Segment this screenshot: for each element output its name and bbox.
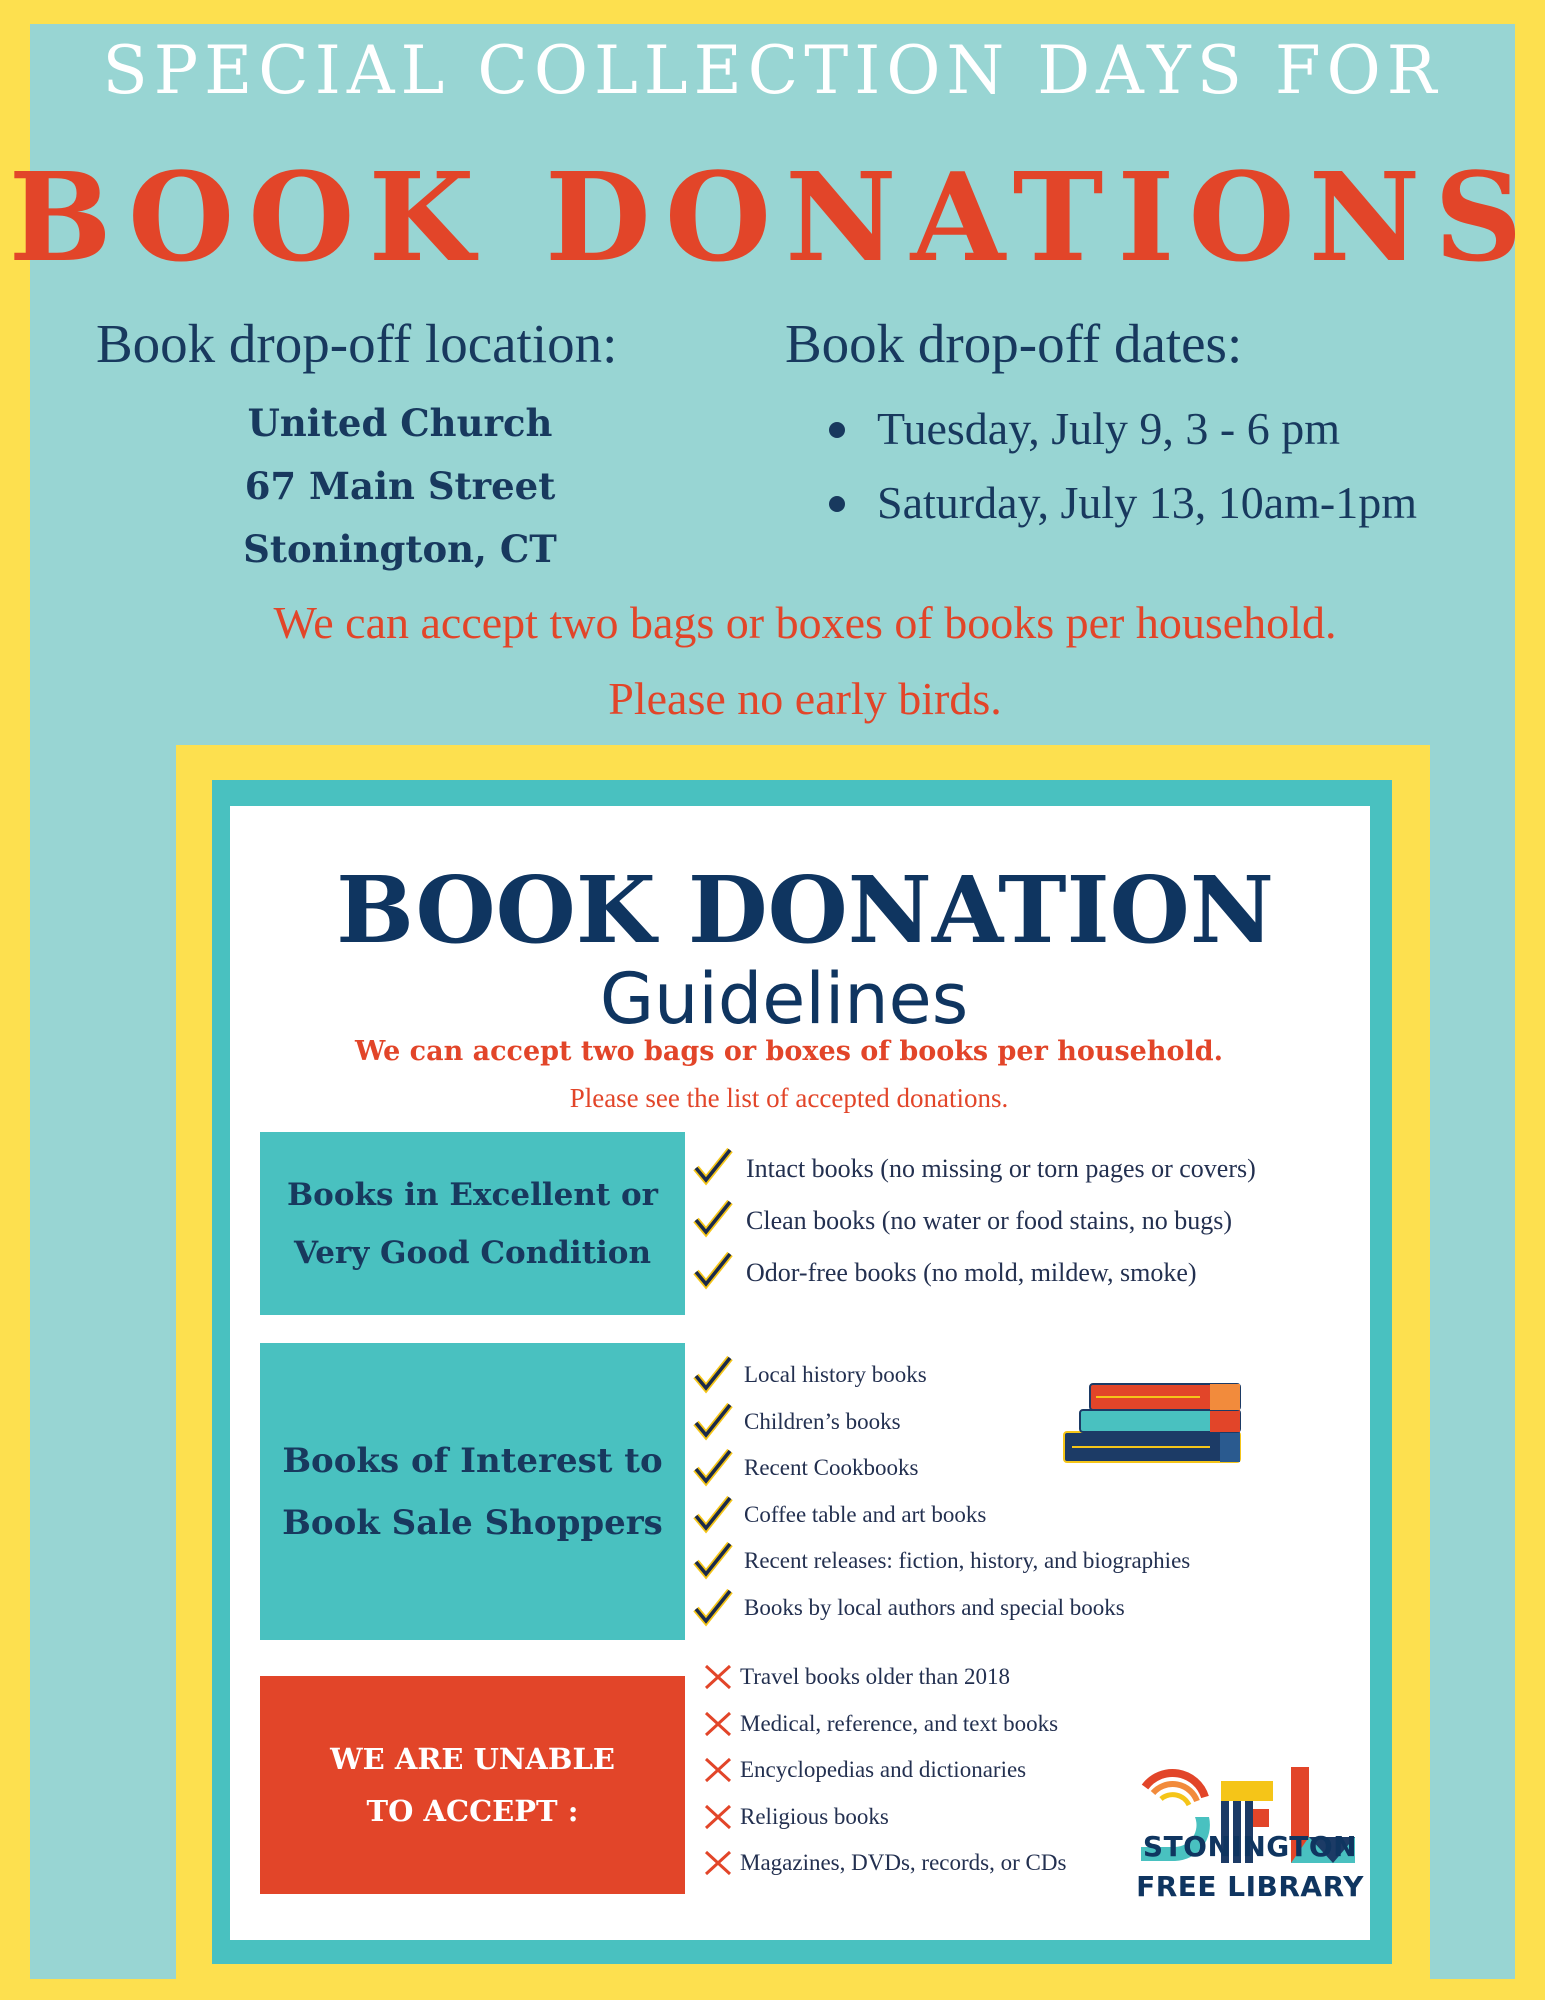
dates-list xyxy=(825,400,1417,548)
list-item-text: Coffee table and art books xyxy=(744,1501,987,1527)
dates-heading: Book drop-off dates: xyxy=(785,313,1243,374)
x-mark-icon xyxy=(702,1662,734,1692)
list-item xyxy=(702,1848,1066,1895)
list-item-text: Magazines, DVDs, records, or CDs xyxy=(740,1850,1067,1876)
date-item xyxy=(825,474,1417,548)
category-label: TO ACCEPT : xyxy=(366,1794,579,1828)
stonington-library-logo xyxy=(1135,1697,1365,1947)
list-item xyxy=(692,1256,1256,1308)
list-item-text: Children’s books xyxy=(744,1408,901,1434)
checkmark-icon xyxy=(692,1540,734,1580)
guidelines-subtitle: Guidelines xyxy=(599,958,969,1040)
x-mark-icon xyxy=(702,1802,734,1832)
date-item xyxy=(825,400,1417,474)
condition-list xyxy=(692,1152,1256,1308)
logo-line-1: STONINGTON xyxy=(1142,1830,1358,1863)
list-item xyxy=(702,1662,1066,1709)
list-item-text: Travel books older than 2018 xyxy=(740,1664,1011,1689)
early-birds-note: Please no early birds. xyxy=(608,673,1002,724)
guidelines-list-note: Please see the list of accepted donations. xyxy=(569,1083,1009,1113)
category-label: Very Good Condition xyxy=(293,1234,651,1271)
header-title: BOOK DONATIONS xyxy=(8,145,1537,289)
book-stack-icon xyxy=(1060,1370,1250,1470)
rejected-list xyxy=(702,1662,1066,1895)
list-item-text: Encyclopedias and dictionaries xyxy=(740,1757,1027,1783)
guidelines-title: BOOK DONATION xyxy=(336,856,1274,964)
category-excellent-condition xyxy=(260,1132,685,1315)
list-item-text: Religious books xyxy=(740,1803,889,1829)
list-item-text: Odor-free books (no mold, mildew, smoke) xyxy=(746,1258,1197,1287)
location-address xyxy=(240,400,560,589)
checkmark-icon xyxy=(692,1354,734,1394)
list-item xyxy=(702,1755,1066,1802)
list-item-text: Clean books (no water or food stains, no bugs) xyxy=(746,1206,1232,1235)
logo-line-2: FREE LIBRARY xyxy=(1136,1870,1364,1903)
address-line: Stonington, CT xyxy=(243,527,557,571)
x-mark-icon xyxy=(702,1755,734,1785)
list-item xyxy=(702,1802,1066,1849)
date-text: Saturday, July 13, 10am-1pm xyxy=(877,477,1418,528)
guidelines-limit-note: We can accept two bags or boxes of books per household. xyxy=(354,1036,1224,1067)
list-item xyxy=(692,1152,1256,1204)
list-item-text: Books by local authors and special books xyxy=(744,1594,1125,1620)
checkmark-icon xyxy=(692,1250,734,1290)
checkmark-icon xyxy=(692,1401,734,1441)
checkmark-icon xyxy=(692,1146,734,1186)
bullet-icon xyxy=(829,496,845,512)
list-item-text: Local history books xyxy=(744,1362,927,1387)
checkmark-icon xyxy=(692,1447,734,1487)
x-mark-icon xyxy=(702,1848,734,1878)
x-mark-icon xyxy=(702,1709,734,1739)
list-item xyxy=(692,1500,1190,1547)
checkmark-icon xyxy=(692,1198,734,1238)
list-item xyxy=(692,1593,1190,1640)
category-label: Book Sale Shoppers xyxy=(282,1502,663,1543)
category-label: Books in Excellent or xyxy=(286,1176,659,1213)
checkmark-icon xyxy=(692,1494,734,1534)
list-item-text: Recent Cookbooks xyxy=(744,1455,919,1481)
list-item xyxy=(692,1546,1190,1593)
header-subtitle: SPECIAL COLLECTION DAYS FOR xyxy=(102,32,1443,109)
address-line: United Church xyxy=(247,401,553,445)
date-text: Tuesday, July 9, 3 - 6 pm xyxy=(877,403,1341,454)
household-limit-note: We can accept two bags or boxes of books per household. xyxy=(273,597,1337,648)
category-label: Books of Interest to xyxy=(282,1440,663,1481)
list-item-text: Intact books (no missing or torn pages or covers) xyxy=(746,1154,1256,1183)
list-item-text: Recent releases: fiction, history, and biographies xyxy=(744,1548,1191,1574)
category-label: WE ARE UNABLE xyxy=(330,1742,615,1776)
category-book-sale-interest xyxy=(260,1343,685,1640)
checkmark-icon xyxy=(692,1587,734,1627)
list-item xyxy=(692,1204,1256,1256)
bullet-icon xyxy=(829,422,845,438)
list-item xyxy=(702,1709,1066,1756)
location-heading: Book drop-off location: xyxy=(96,313,618,374)
address-line: 67 Main Street xyxy=(244,464,556,508)
list-item-text: Medical, reference, and text books xyxy=(740,1710,1059,1736)
category-unable-to-accept xyxy=(260,1676,685,1894)
